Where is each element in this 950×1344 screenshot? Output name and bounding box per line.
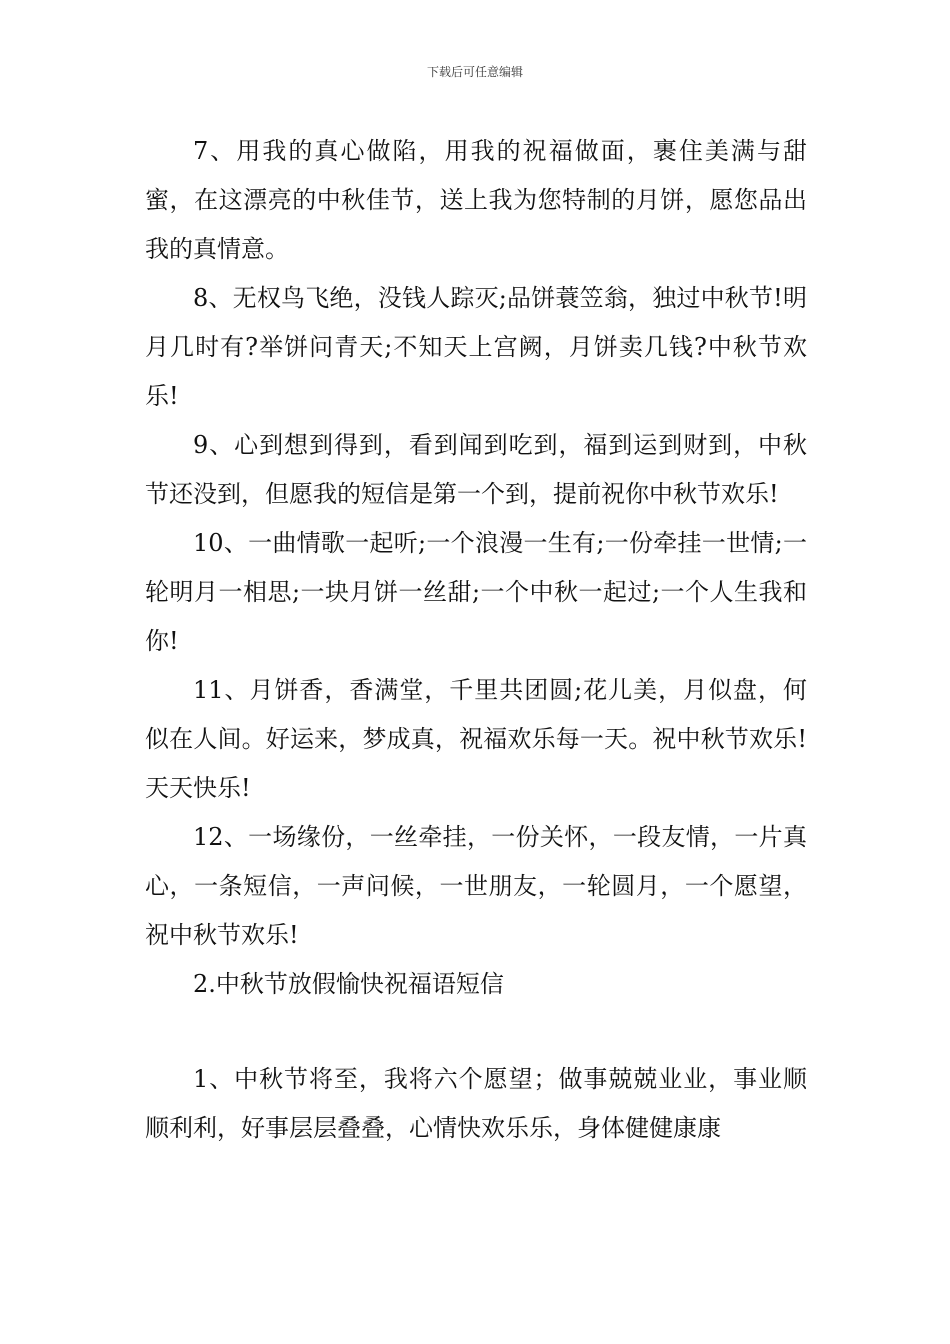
document-body: [145, 127, 807, 1153]
section-heading: 2.中秋节放假愉快祝福语短信: [193, 970, 504, 998]
paragraph-1: 1、中秋节将至，我将六个愿望；做事兢兢业业，事业顺顺利利，好事层层叠叠，心情快欢乐乐，身体健健康康: [145, 1065, 807, 1142]
section-spacer: [145, 1009, 807, 1055]
paragraph-8: 8、无权鸟飞绝，没钱人踪灭;品饼蓑笠翁，独过中秋节!明月几时有?举饼问青天;不知天上宫阙，月饼卖几钱?中秋节欢乐!: [145, 284, 807, 410]
paragraph-10: 10、一曲情歌一起听;一个浪漫一生有;一份牵挂一世情;一轮明月一相思;一块月饼一丝甜;一个中秋一起过;一个人生我和你!: [145, 529, 807, 655]
paragraph-12: 12、一场缘份，一丝牵挂，一份关怀，一段友情，一片真心，一条短信，一声问候，一世朋友，一轮圆月，一个愿望，祝中秋节欢乐!: [145, 823, 807, 949]
paragraph-9: 9、心到想到得到，看到闻到吃到，福到运到财到，中秋节还没到，但愿我的短信是第一个到，提前祝你中秋节欢乐!: [145, 431, 807, 508]
paragraph-11: 11、月饼香，香满堂，千里共团圆;花儿美，月似盘，何似在人间。好运来，梦成真，祝福欢乐每一天。祝中秋节欢乐!天天快乐!: [145, 676, 807, 802]
paragraph-7: 7、用我的真心做陷，用我的祝福做面，裹住美满与甜蜜，在这漂亮的中秋佳节，送上我为您特制的月饼，愿您品出我的真情意。: [145, 137, 807, 263]
page-header: 下载后可任意编辑: [426, 65, 523, 79]
